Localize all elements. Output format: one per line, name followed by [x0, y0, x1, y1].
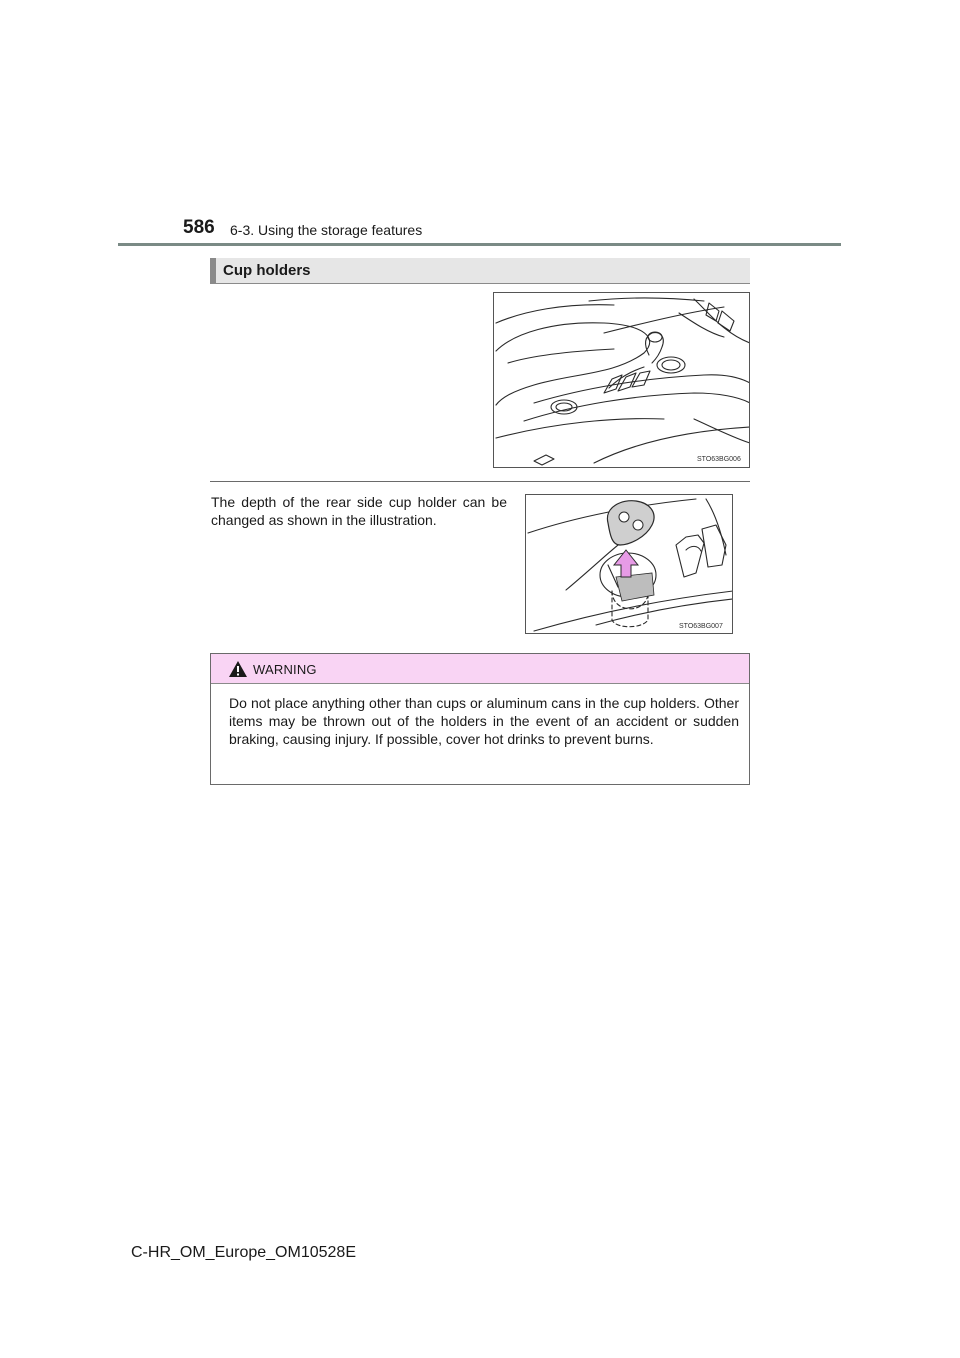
warning-text: Do not place anything other than cups or aluminum cans in the cup holders. Other items may be thrown out of the holders in the event of an accident or sudden braking, causing injury. If possible, cover hot drinks to prevent burns.: [229, 695, 739, 747]
footer-document-id: C-HR_OM_Europe_OM10528E: [131, 1244, 356, 1261]
warning-box: [210, 653, 750, 785]
warning-header: [211, 654, 749, 684]
console-drawing: [494, 293, 750, 468]
cup-holder-paragraph: The depth of the rear side cup holder can be changed as shown in the illustration.: [211, 494, 507, 528]
title-accent: [210, 258, 216, 283]
warning-triangle-icon: [228, 660, 248, 683]
warning-label: WARNING: [253, 662, 317, 677]
cup-holder-drawing: [526, 495, 733, 634]
header-rule: [118, 243, 841, 246]
cup-holder-depth-illustration: [525, 494, 733, 634]
figure-code-1: STO63BG006: [697, 456, 741, 463]
figure-code-2: STO63BG007: [679, 623, 723, 630]
cup-holders-title-bar: [210, 258, 750, 284]
console-illustration: [493, 292, 750, 468]
section-divider: [210, 481, 750, 482]
page-number: 586: [183, 217, 215, 238]
section-header: 6-3. Using the storage features: [230, 222, 423, 238]
cup-holders-title: Cup holders: [223, 262, 311, 279]
